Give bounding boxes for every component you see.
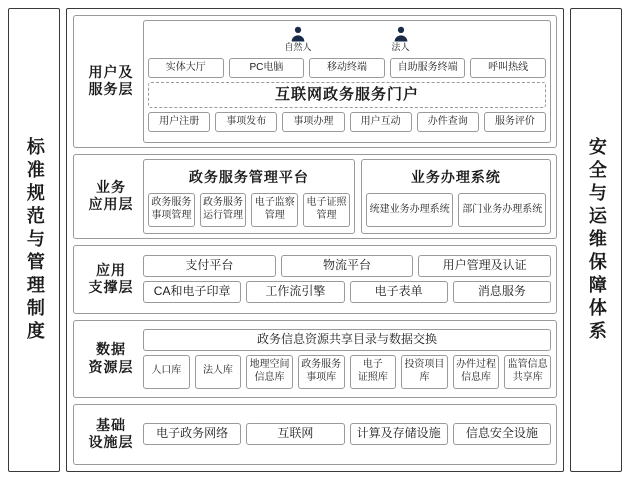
government-service-portal[interactable]: 互联网政务服务门户 [148, 82, 546, 108]
persona-label: 法人 [391, 42, 410, 53]
layer-user-service-title [79, 20, 143, 143]
left-vertical-bar-label: 标准规范与管理制度 [24, 136, 45, 344]
layer-business-application-title [79, 159, 143, 234]
layer-title-line2: 资源层 [88, 358, 134, 375]
layer-title-line1: 应用 [96, 261, 126, 278]
channel-item[interactable]: 移动终端 [309, 58, 385, 78]
database-item[interactable]: 政务服务 事项库 [298, 355, 345, 389]
platform-module[interactable]: 政务服务 事项管理 [148, 193, 195, 227]
infrastructure-item[interactable]: 电子政务网络 [143, 423, 241, 445]
infrastructure-item[interactable]: 信息安全设施 [453, 423, 551, 445]
data-sharing-catalog[interactable]: 政务信息资源共享目录与数据交换 [143, 329, 551, 351]
platform-module[interactable]: 电子监察 管理 [251, 193, 298, 227]
infrastructure-item[interactable]: 计算及存储设施 [350, 423, 448, 445]
support-item[interactable]: 电子表单 [350, 281, 448, 303]
channel-item[interactable]: 自助服务终端 [390, 58, 466, 78]
person-icon [289, 25, 307, 43]
right-vertical-bar [570, 8, 622, 472]
layer-business-application [73, 154, 557, 239]
persona-label: 自然人 [284, 42, 312, 53]
layer-title-line2: 应用层 [88, 196, 134, 213]
support-item[interactable]: 支付平台 [143, 255, 276, 277]
service-item[interactable]: 办件查询 [417, 112, 479, 132]
database-item[interactable]: 办件过程 信息库 [453, 355, 500, 389]
user-service-panel [143, 20, 551, 143]
support-item[interactable]: 消息服务 [453, 281, 551, 303]
service-item[interactable]: 用户注册 [148, 112, 210, 132]
right-vertical-bar-label: 安全与运维保障体系 [586, 136, 607, 344]
support-item[interactable]: 物流平台 [281, 255, 414, 277]
layer-title-line1: 业务 [96, 178, 126, 195]
layer-infrastructure-title [79, 409, 143, 460]
layer-title-line1: 基础 [96, 416, 126, 433]
service-item[interactable]: 事项办理 [282, 112, 344, 132]
business-handling-system [361, 159, 551, 234]
support-item[interactable]: 用户管理及认证 [418, 255, 551, 277]
portal-row [148, 82, 546, 108]
layer-application-support-title [79, 250, 143, 309]
platform-heading: 政务服务管理平台 [188, 168, 309, 185]
channel-item[interactable]: PC电脑 [229, 58, 305, 78]
infrastructure-row [143, 423, 551, 445]
layer-data-resource-title [79, 325, 143, 393]
service-item[interactable]: 服务评价 [484, 112, 546, 132]
layer-title-line2: 设施层 [88, 434, 134, 451]
data-catalog-row [143, 329, 551, 351]
service-item[interactable]: 用户互动 [350, 112, 412, 132]
support-row-2 [143, 281, 551, 303]
database-item[interactable]: 人口库 [143, 355, 190, 389]
persona-row [148, 25, 546, 53]
system-heading: 业务办理系统 [410, 168, 501, 185]
layer-title-line2: 支撑层 [88, 279, 134, 296]
database-item[interactable]: 监管信息 共享库 [504, 355, 551, 389]
infrastructure-item[interactable]: 互联网 [246, 423, 344, 445]
channel-item[interactable]: 实体大厅 [148, 58, 224, 78]
system-module[interactable]: 部门业务办理系统 [458, 193, 546, 227]
layer-application-support [73, 245, 557, 314]
database-item[interactable]: 电子 证照库 [350, 355, 397, 389]
channel-item[interactable]: 呼叫热线 [470, 58, 546, 78]
platform-module[interactable]: 电子证照 管理 [303, 193, 350, 227]
database-item[interactable]: 投资项目 库 [401, 355, 448, 389]
database-item[interactable]: 法人库 [195, 355, 242, 389]
database-row [143, 355, 551, 389]
persona-legal-person [392, 25, 410, 53]
layer-user-service [73, 15, 557, 148]
layer-title-line2: 服务层 [88, 81, 134, 98]
support-item[interactable]: 工作流引擎 [246, 281, 344, 303]
database-item[interactable]: 地理空间 信息库 [246, 355, 293, 389]
support-item[interactable]: CA和电子印章 [143, 281, 241, 303]
layer-data-resource [73, 320, 557, 398]
left-vertical-bar [8, 8, 60, 472]
layer-stack [66, 8, 564, 472]
channel-row [148, 58, 546, 78]
support-row-1 [143, 255, 551, 277]
service-item[interactable]: 事项发布 [215, 112, 277, 132]
persona-natural-person [284, 25, 311, 53]
layer-infrastructure [73, 404, 557, 465]
service-row [148, 112, 546, 132]
platform-module[interactable]: 政务服务 运行管理 [200, 193, 247, 227]
government-service-management-platform [143, 159, 355, 234]
system-module[interactable]: 统建业务办理系统 [366, 193, 454, 227]
person-icon [392, 25, 410, 43]
layer-title-line1: 用户及 [88, 63, 134, 80]
layer-title-line1: 数据 [96, 341, 126, 358]
